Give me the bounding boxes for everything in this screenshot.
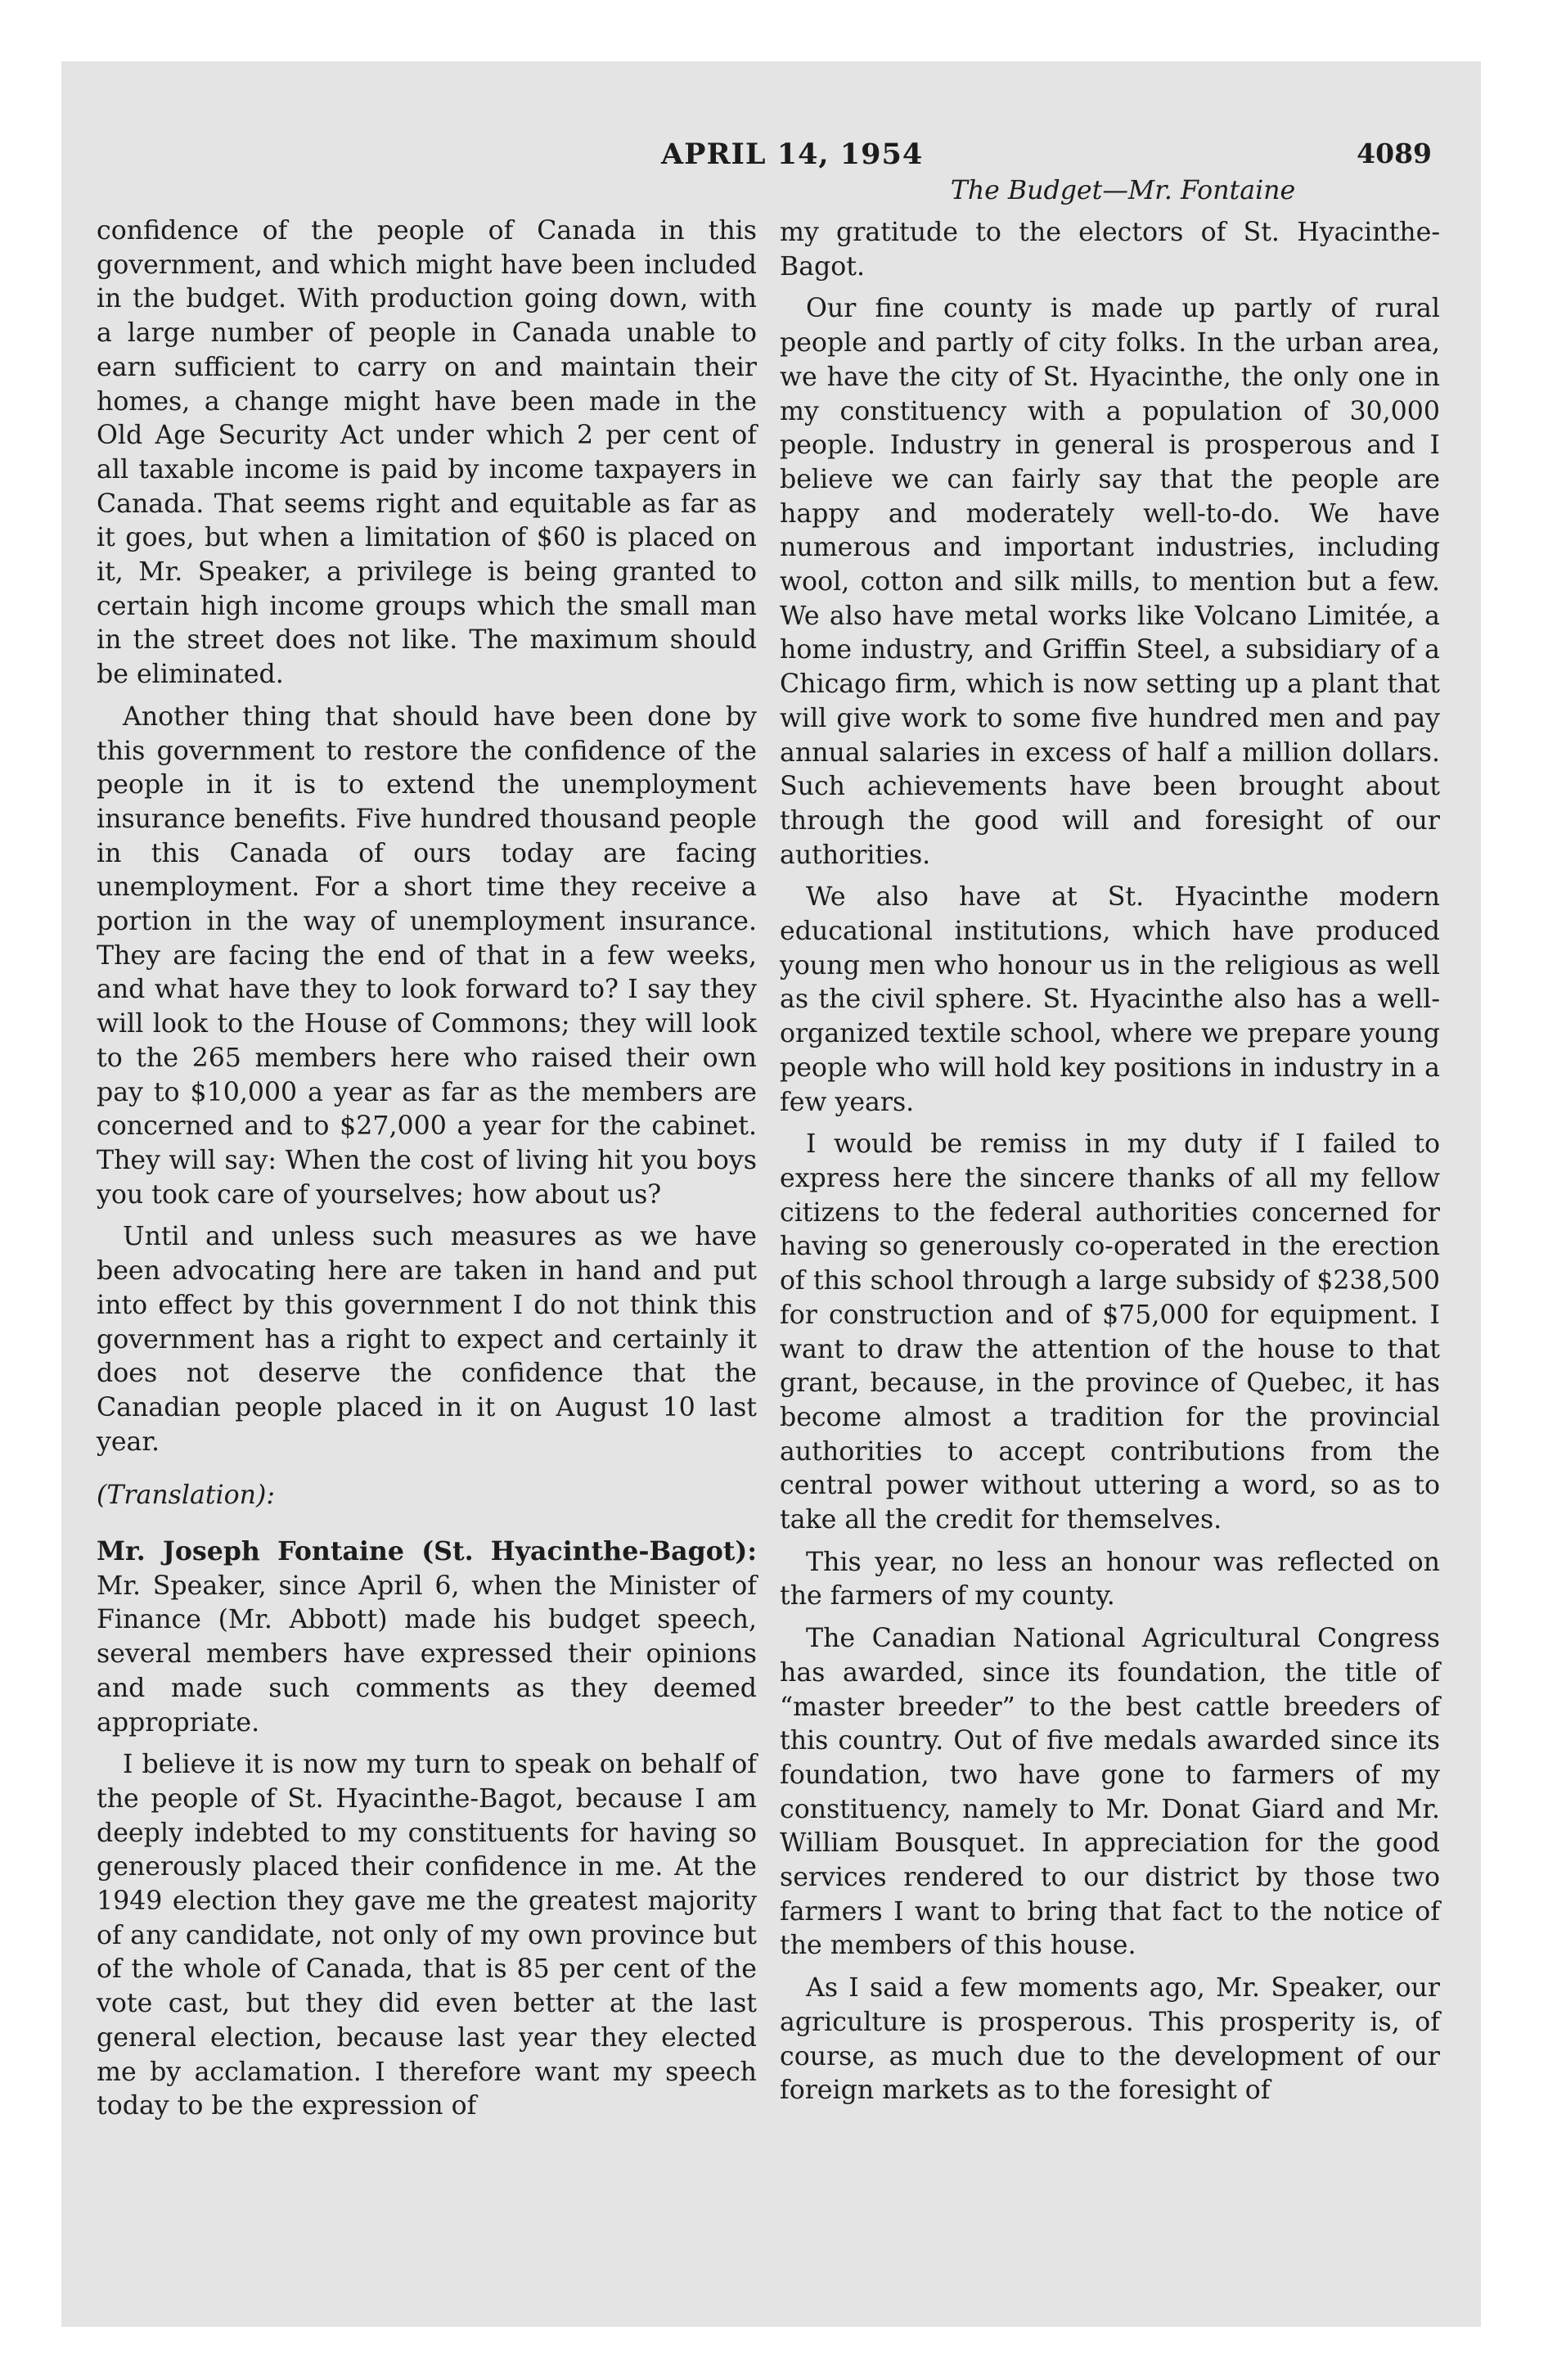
paragraph: I would be remiss in my duty if I failed to express here the sincere thanks of all my fellow citizens to the federal authorities concerned for having so generously co-operated in the erection of this school through a large subsidy of $238,500 for construction and of $75,000 for equipment. I want to draw the attention of the house to that grant, because, in the province of Quebec, it has become almost a tradition for the provincial authorities to accept contributions from the central power without uttering a word, so as to take all the credit for themselves. [780, 1129, 1440, 1535]
page-content [97, 133, 1438, 2228]
header-date: APRIL 14, 1954 [661, 137, 924, 171]
speaker-paragraph [97, 1535, 757, 1740]
paragraph: I believe it is now my turn to speak on behalf of the people of St. Hyacinthe-Bagot, because I am deeply indebted to my constituents for having so generously placed their confidence in me. At the 1949 election they gave me the greatest majority of any candidate, not only of my own province but of the whole of Canada, that is 85 per cent of the vote cast, but they did even better at the last general election, because last year they elected me by acclamation. I therefore want my speech today to be the expression of [97, 1750, 757, 2121]
translation-note: (Translation): [97, 1481, 275, 1511]
paragraph: We also have at St. Hyacinthe modern educational institutions, which have produced young men who honour us in the religious as well as the civil sphere. St. Hyacinthe also has a well-organized textile school, where we prepare young people who will hold key positions in industry in a few years. [780, 882, 1440, 1117]
speaker-text: Mr. Speaker, since April 6, when the Minister of Finance (Mr. Abbott) made his budget speech, several members have expressed their opinions and made such comments as they deemed appropriate. [97, 1571, 757, 1738]
paragraph: Another thing that should have been done by this government to restore the confidence of the people in it is to extend the unemployment insurance benefits. Five hundred thousand people in this Canada of ours today are facing unemployment. For a short time they receive a portion in the way of unemployment insurance. They are facing the end of that in a few weeks, and what have they to look forward to? I say they will look to the House of Commons; they will look to the 265 members here who raised their own pay to $10,000 a year as far as the members are concerned and to $27,000 a year for the cabinet. They will say: When the cost of living hit you boys you took care of yourselves; how about us? [97, 701, 757, 1210]
page-header [97, 133, 1438, 174]
paragraph: confidence of the people of Canada in this government, and which might have been included in the budget. With production going down, with a large number of people in Canada unable to earn sufficient to carry on and maintain their homes, a change might have been made in the Old Age Security Act under which 2 per cent of all taxable income is paid by income taxpayers in Canada. That seems right and equitable as far as it goes, but when a limitation of $60 is placed on it, Mr. Speaker, a privilege is being granted to certain high income groups which the small man in the street does not like. The maximum should be eliminated. [97, 216, 757, 690]
paragraph: This year, no less an honour was reflected on the farmers of my county. [780, 1547, 1440, 1611]
speaker-name: Mr. Joseph Fontaine (St. Hyacinthe-Bagot): [97, 1536, 757, 1567]
paragraph: Until and unless such measures as we have been advocating here are taken in hand and put into effect by this government I do not think this government has a right to expect and certainly it does not deserve the confidence that the Canadian people placed in it on August 10 last year. [97, 1222, 757, 1457]
running-head: The Budget—Mr. Fontaine [950, 176, 1296, 205]
paragraph: The Canadian National Agricultural Congress has awarded, since its foundation, the title of “master breeder” to the best cattle breeders of this country. Out of five medals awarded since its foundation, two have gone to farmers of my constituency, namely to Mr. Donat Giard and Mr. William Bousquet. In appreciation for the good services rendered to our district by those two farmers I want to bring that fact to the notice of the members of this house. [780, 1624, 1440, 1961]
paragraph: my gratitude to the electors of St. Hyacinthe-Bagot. [780, 218, 1440, 282]
left-column [97, 214, 757, 2132]
paragraph: Our fine county is made up partly of rural people and partly of city folks. In the urban area, we have the city of St. Hyacinthe, the only one in my constituency with a population of 30,000 people. Industry in general is prosperous and I believe we can fairly say that the people are happy and moderately well-to-do. We have numerous and important industries, including wool, cotton and silk mills, to mention but a few. We also have metal works like Volcano Limitée, a home industry, and Griffin Steel, a subsidiary of a Chicago firm, which is now setting up a plant that will give work to some five hundred men and pay annual salaries in excess of half a million dollars. Such achievements have been brought about through the good will and foresight of our authorities. [780, 294, 1440, 870]
paragraph: As I said a few moments ago, Mr. Speaker, our agriculture is prosperous. This prosperity is, of course, as much due to the development of our foreign markets as to the foresight of [780, 1973, 1440, 2106]
right-column [780, 174, 1440, 2116]
page-number: 4089 [1357, 137, 1432, 169]
